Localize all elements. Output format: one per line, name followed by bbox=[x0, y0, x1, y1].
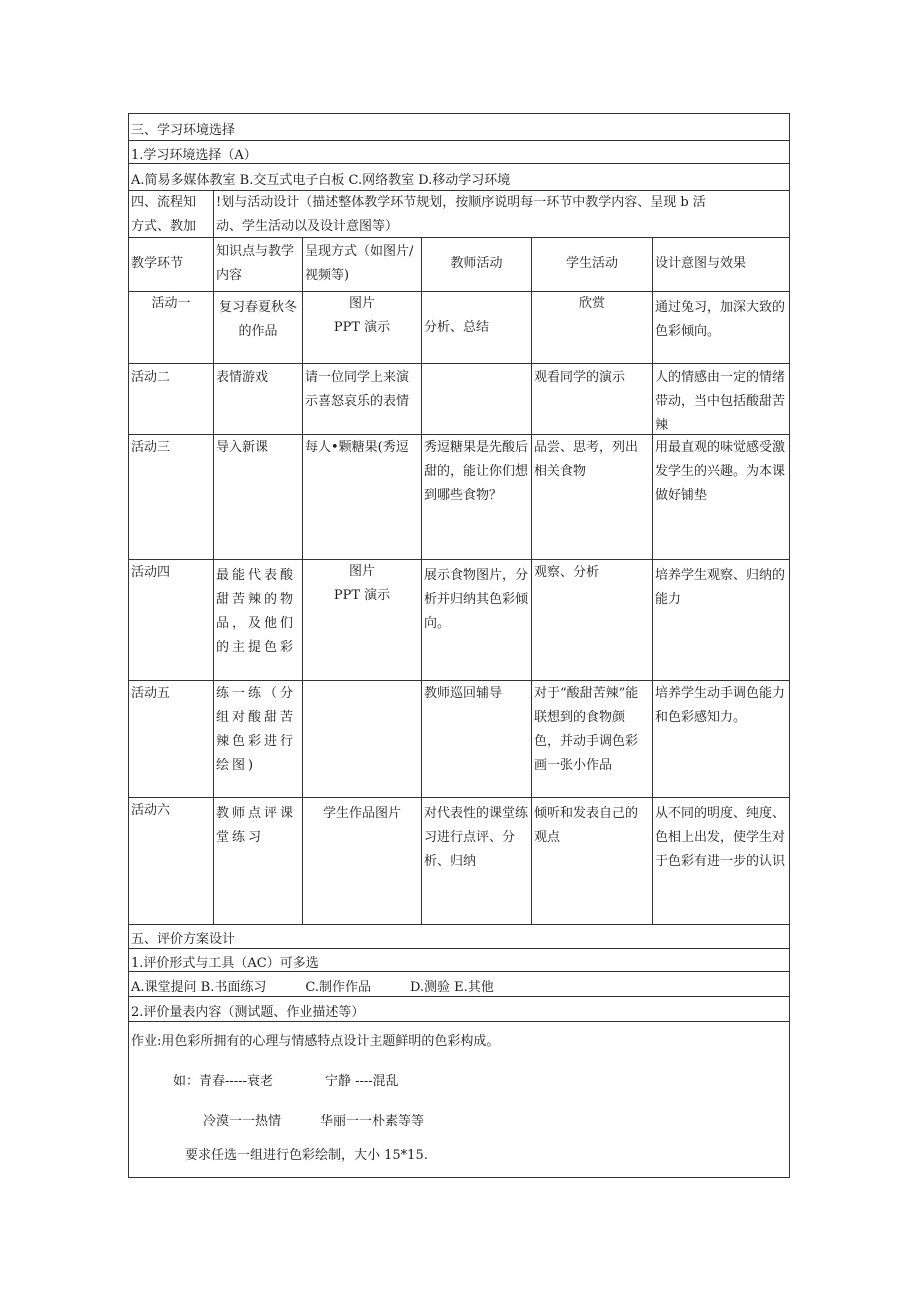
homework-row bbox=[128, 1021, 790, 1178]
row-student: 对于“酸甜苦辣”能联想到的食物颜色，并动手调色彩画一张小作品 bbox=[534, 686, 639, 773]
header-intent: 设计意图与效果 bbox=[655, 256, 747, 271]
section-4-left-line1: 四、流程知 bbox=[131, 195, 197, 210]
lesson-plan-table bbox=[128, 113, 790, 1178]
row-stage: 活动五 bbox=[131, 686, 171, 701]
eval-scale-row bbox=[128, 996, 790, 1021]
env-options: A.简易多媒体教室 B.交互式电子白板 C.网络教室 D.移动学习环境 bbox=[131, 173, 511, 188]
header-teacher: 教师活动 bbox=[450, 256, 503, 271]
table-row bbox=[128, 291, 790, 363]
section-4-left-line2: 方式、教加 bbox=[131, 219, 197, 234]
row-stage: 活动一 bbox=[151, 296, 191, 311]
row-content: 复习春夏秋冬的作品 bbox=[218, 300, 297, 339]
row-stage: 活动三 bbox=[131, 440, 171, 455]
row-content: 最能代表酸甜苦辣的物品，及他们的主提色彩 bbox=[216, 568, 297, 655]
row-student: 品尝、思考，列出相关食物 bbox=[534, 440, 639, 479]
table-row bbox=[128, 363, 790, 434]
section-3-title: 三、学习环境选择 bbox=[131, 123, 236, 138]
section-4-right-line2: 动、学生活动以及设计意图等） bbox=[216, 219, 399, 234]
row-teacher: 展示食物图片，分析并归纳其色彩倾向。 bbox=[424, 568, 529, 631]
header-stage: 教学环节 bbox=[131, 256, 184, 271]
row-content: 练一练（分组对酸甜苦辣色彩进行绘图) bbox=[216, 686, 297, 773]
row-stage: 活动四 bbox=[131, 565, 171, 580]
section-5-title: 五、评价方案设计 bbox=[131, 932, 236, 947]
row-media: 学生作品图片 bbox=[322, 806, 401, 821]
table-row bbox=[128, 559, 790, 680]
row-student: 倾听和发表自己的观点 bbox=[534, 806, 639, 845]
eval-question-row bbox=[128, 948, 790, 971]
row-intent: 用最直观的味觉感受激发学生的兴趣。为本课做好铺垫 bbox=[655, 440, 786, 503]
row-content: 教师点评课堂练习 bbox=[216, 806, 297, 845]
row-stage: 活动六 bbox=[131, 803, 171, 818]
row-media: 图片 PPT 演示 bbox=[333, 296, 391, 335]
row-intent: 从不同的明度、纯度、色相上出发，使学生对于色彩有进一步的认识 bbox=[655, 806, 786, 869]
header-student: 学生活动 bbox=[565, 256, 618, 271]
row-intent: 人的情感由一定的情绪带动，当中包括酸甜苦辣 bbox=[655, 370, 786, 433]
eval-options: A.课堂提问 B.书面练习 C.制作作品 D.测验 E.其他 bbox=[131, 980, 494, 995]
section-5-title-row bbox=[128, 924, 790, 948]
section-3-title-row bbox=[128, 113, 790, 140]
row-content: 导入新课 bbox=[216, 440, 269, 455]
eval-options-row bbox=[128, 971, 790, 996]
env-question-row bbox=[128, 140, 790, 163]
homework-requirement: 要求任选一组进行色彩绘制，大小 15*15. bbox=[185, 1148, 428, 1163]
homework-example-2: 冷漠一一热情 华丽一一朴素等等 bbox=[203, 1114, 425, 1129]
section-4-right-line1: !划与活动设计（描述整体教学环节规划，按顺序说明每一环节中教学内容、呈现 b 活 bbox=[216, 195, 706, 210]
homework-text: 作业:用色彩所拥有的心理与情感特点设计主题鲜明的色彩构成。 bbox=[131, 1034, 500, 1049]
table-header-row bbox=[128, 237, 790, 291]
row-stage: 活动二 bbox=[131, 370, 171, 385]
row-intent: 通过兔习，加深大致的色彩倾向。 bbox=[655, 300, 786, 339]
row-media: 请一位同学上来演示喜怒哀乐的表情 bbox=[305, 370, 410, 409]
header-media: 呈现方式（如图片/视频等) bbox=[305, 244, 414, 283]
row-teacher: 对代表性的课堂练习进行点评、分析、归纳 bbox=[424, 806, 529, 869]
row-media: 每人•颗糖果(秀逗 bbox=[305, 440, 409, 455]
row-intent: 培养学生观察、归纳的能力 bbox=[655, 568, 786, 607]
row-student: 观看同学的演示 bbox=[534, 370, 626, 385]
row-content: 表情游戏 bbox=[216, 370, 269, 385]
env-options-row bbox=[128, 163, 790, 190]
row-teacher: 分析、总结 bbox=[424, 320, 490, 335]
homework-example-1: 如：青春-----衰老 宁静 ----混乱 bbox=[173, 1074, 399, 1089]
row-teacher: 教师巡回辅导 bbox=[424, 686, 503, 701]
header-content: 知识点与教学内容 bbox=[216, 244, 295, 283]
eval-scale-title: 2.评价量表内容（测试题、作业描述等） bbox=[131, 1005, 365, 1020]
table-row bbox=[128, 797, 790, 924]
row-student: 欣赏 bbox=[578, 296, 605, 311]
table-row bbox=[128, 434, 790, 559]
eval-question: 1.评价形式与工具（AC）可多选 bbox=[131, 956, 319, 971]
row-student: 观察、分析 bbox=[534, 565, 600, 580]
row-intent: 培养学生动手调色能力和色彩感知力。 bbox=[655, 686, 786, 725]
row-teacher: 秀逗糖果是先酸后甜的，能让你们想到哪些食物？ bbox=[424, 440, 529, 503]
row-media: 图片 PPT 演示 bbox=[333, 564, 391, 603]
section-4-row bbox=[128, 190, 790, 237]
table-row bbox=[128, 680, 790, 797]
env-question: 1.学习环境选择（A） bbox=[131, 148, 257, 163]
